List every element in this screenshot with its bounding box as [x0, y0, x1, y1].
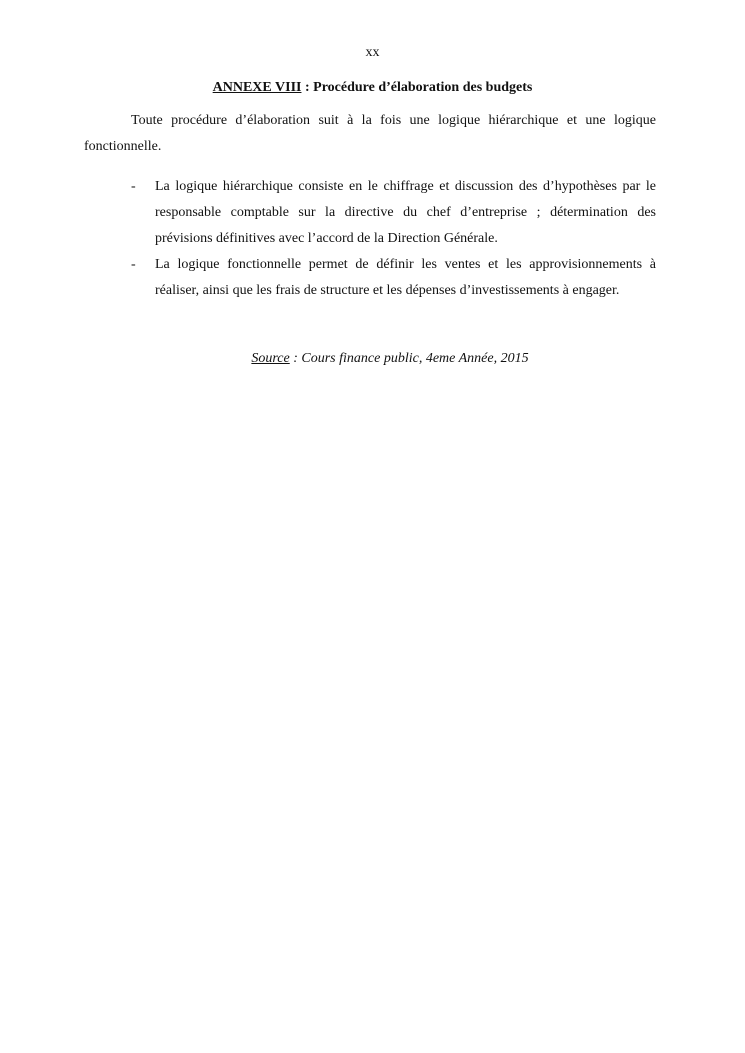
source-text: : Cours finance public, 4eme Année, 2015 [289, 351, 529, 366]
bullet-text: La logique fonctionnelle permet de définir les ventes et les approvisionnements à réaliser, ainsi que les frais de structure et les dépenses d’investissements à engager. [155, 257, 656, 298]
annex-separator: : [301, 80, 314, 95]
bullet-text: La logique hiérarchique consiste en le chiffrage et discussion des d’hypothèses par le responsable comptable sur la directive du chef d’entreprise ; détermination des prévisions définitives avec l’accord de la Direction Générale. [155, 179, 656, 246]
annex-heading [0, 78, 745, 98]
page-number: xx [365, 45, 380, 60]
annex-title: Procédure d’élaboration des budgets [313, 80, 533, 95]
bullet-dash: - [131, 179, 136, 194]
bullet-dash: - [131, 257, 136, 272]
intro-paragraph: Toute procédure d’élaboration suit à la fois une logique hiérarchique et une logique fonctionnelle. [84, 113, 656, 154]
source-citation [0, 349, 745, 369]
bullet-list [84, 174, 656, 304]
source-label: Source [251, 351, 290, 366]
list-item [84, 174, 656, 252]
list-item [84, 252, 656, 304]
annex-label: ANNEXE VIII [212, 80, 302, 95]
